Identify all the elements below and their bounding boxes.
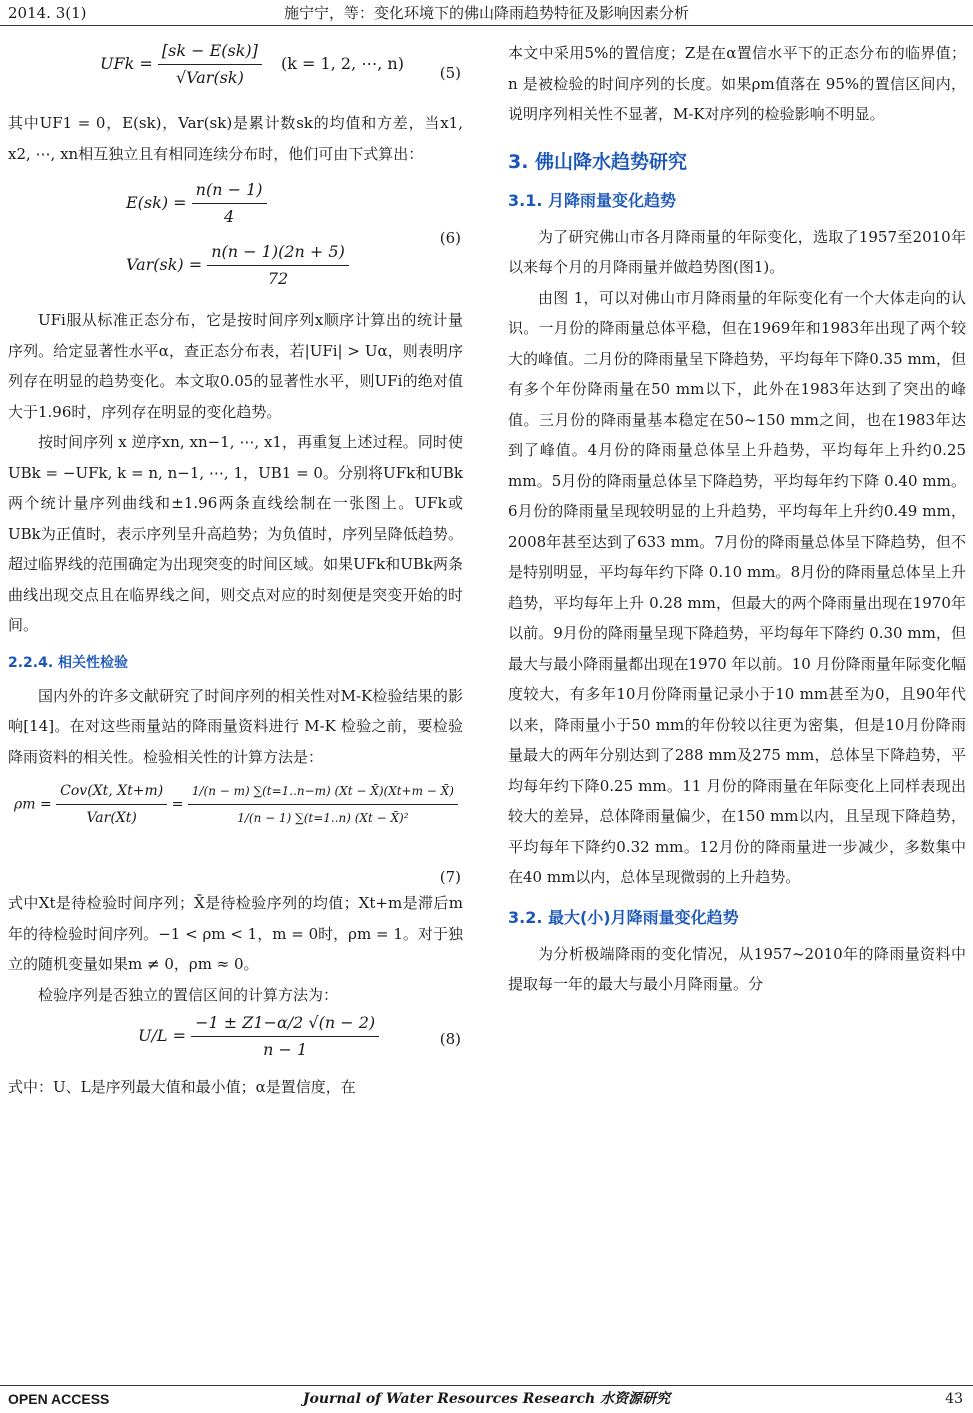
- eq6-b-fraction: [207, 239, 349, 292]
- paragraph-confidence-interval: 检验序列是否独立的置信区间的计算方法为：: [38, 985, 339, 1004]
- paragraph-monthly-intro: 为了研究佛山市各月降雨量的年际变化，选取了1957至2010年以来每个月的月降雨量并做趋势图(图1)。: [508, 227, 966, 276]
- page-header: [0, 0, 973, 26]
- paragraph-reverse-sequence: 按时间序列 x 逆序xn, xn−1, ⋯, x1，再重复上述过程。同时使UBk = −UFk, k = n, n−1, ⋯, 1，UB1 = 0。分别将UFk和UBk两个统计量序列曲线和±1.96两条直线绘制在一张图上。UFk或UBk为正值时，表示序列呈升高趋势；为负值时，序列呈降低趋势。超过临界线的范围确定为出现突变的时间区域。如果UFk和UBk两条曲线出现交点且在临界线之间，则交点对应的时刻便是突变开始的时间。: [8, 433, 463, 634]
- eq7-rhs-numerator: 1/(n − m) ∑(t=1..n−m) (Xt − X̄)(Xt+m − X̄): [188, 778, 458, 805]
- paragraph-eq8-definitions: 式中：U、L是序列最大值和最小值；α是置信度，在: [8, 1078, 356, 1096]
- equation-8: [8, 1010, 463, 1072]
- left-column: [8, 38, 463, 1103]
- paragraph-eq7-definitions: 式中Xt是待检验时间序列；X̄是待检验序列的均值；Xt+m是滞后m年的待检验时间序列。−1 < ρm < 1，m = 0时，ρm = 1。对于独立的随机变量如果m ≠ 0，ρm ≈ 0。: [8, 894, 463, 973]
- eq6-b-lhs: Var(sk) =: [126, 255, 203, 274]
- eq6-a-numerator: n(n − 1): [192, 177, 267, 204]
- eq5-fraction: [158, 38, 262, 91]
- page-number: 43: [945, 1391, 963, 1407]
- eq7-rhs-fraction: [188, 778, 458, 831]
- section-heading-3-1: 3.1. 月降雨量变化趋势: [508, 190, 676, 210]
- open-access-label: OPEN ACCESS: [8, 1391, 110, 1407]
- equation-6: [8, 177, 463, 305]
- eq6-number: (6): [439, 229, 461, 247]
- eq7-mid-numerator: Cov(Xt, Xt+m): [56, 778, 167, 805]
- eq7-mid-fraction: [56, 778, 167, 831]
- eq5-number: (5): [439, 64, 461, 82]
- paragraph-extreme-rainfall: 为分析极端降雨的变化情况，从1957~2010年的降雨量资料中提取每一年的最大与最小月降雨量。分: [508, 944, 966, 993]
- eq6-a-fraction: [192, 177, 267, 230]
- eq7-number: (7): [439, 868, 461, 886]
- eq6-b-denominator: 72: [267, 269, 289, 288]
- section-heading-2-2-4: 2.2.4. 相关性检验: [8, 654, 129, 671]
- right-column: [508, 38, 966, 1000]
- eq5-lhs: UFk =: [100, 54, 153, 73]
- running-title: 施宁宁，等：变化环境下的佛山降雨趋势特征及影响因素分析: [283, 4, 689, 22]
- journal-issue: 2014. 3(1): [8, 4, 87, 22]
- equation-5: [8, 38, 463, 108]
- eq8-fraction: [191, 1010, 379, 1063]
- eq8-number: (8): [439, 1030, 461, 1048]
- eq6-a-lhs: E(sk) =: [126, 193, 187, 212]
- eq8-lhs: U/L =: [138, 1026, 186, 1045]
- paragraph-ufi-distribution: UFi服从标准正态分布，它是按时间序列x顺序计算出的统计量序列。给定显著性水平α，查正态分布表，若|UFi| > Uα，则表明序列存在明显的趋势变化。本文取0.05的显著性水平，则UFi的绝对值大于1.96时，序列存在明显的变化趋势。: [8, 311, 463, 421]
- eq7-rhs-denominator: 1/(n − 1) ∑(t=1..n) (Xt − X̄)²: [237, 811, 409, 825]
- paragraph-monthly-trends: 由图 1，可以对佛山市月降雨量的年际变化有一个大体走向的认识。一月份的降雨量总体平稳，但在1969年和1983年出现了两个较大的峰值。二月份的降雨量呈下降趋势，平均每年下降0.35 mm，但有多个年份降雨量在50 mm以下，此外在1983年达到了突出的峰值。三月份的降雨量基本稳定在50~150 mm之间，也在1983年达到了峰值。4月份的降雨量总体呈上升趋势，平均每年上升约0.25 mm。5月份的降雨量总体呈下降趋势，平均每年约下降 0.40 mm。6月份的降雨量呈现较明显的上升趋势，平均每年上升约0.49 mm，2008年甚至达到了633 mm。7月份的降雨量总体呈下降趋势，但不是特别明显，平均每年约下降 0.10 mm。8月份的降雨量总体呈上升趋势，平均每年上升 0.28 mm，但最大的两个降雨量出现在1970年以前。9月份的降雨量呈现下降趋势，平均每年下降约 0.30 mm，但最大与最小降雨量都出现在1970 年以前。10 月份降雨量年际变化幅度较大，有多年10月份降雨量记录小于10 mm甚至为0，且90年代以来，降雨量小于50 mm的年份较以往更为密集，但是10月份降雨量最大的两年分别达到了288 mm及275 mm，总体呈下降趋势，平均每年约下降0.25 mm。11 月份的降雨量在年际变化上同样表现出较大的差异，总体降雨量偏少，在150 mm以内，且呈现下降趋势，平均每年下降约0.32 mm。12月份的降雨量进一步减少，多数集中在40 mm以内，总体呈现微弱的上升趋势。: [508, 288, 966, 886]
- eq8-numerator: −1 ± Z1−α/2 √(n − 2): [191, 1010, 379, 1037]
- footer-divider: [0, 1385, 973, 1386]
- eq5-condition: (k = 1, 2, ⋯, n): [281, 54, 404, 73]
- section-heading-3-2: 3.2. 最大(小)月降雨量变化趋势: [508, 907, 739, 927]
- journal-name: Journal of Water Resources Research 水资源研究: [302, 1391, 671, 1407]
- page-footer: [0, 1388, 973, 1413]
- paragraph-correlation-intro: 国内外的许多文献研究了时间序列的相关性对M-K检验结果的影响[14]。在对这些雨量站的降雨量资料进行 M-K 检验之前，要检验降雨资料的相关性。检验相关性的计算方法是：: [8, 686, 463, 766]
- eq6-a-denominator: 4: [223, 207, 235, 226]
- eq7-mid-denominator: Var(Xt): [86, 810, 137, 826]
- equation-7: ρm = $\frac{\text{Cov(Xt, Xt+m)}}{\text{Var(Xt)}}$ = $\frac{1/(n - m) \sum(t=1..n-m) (Xt - X̄)(Xt+m - X̄)}{\text{1/(n − 1) ∑(t=1..n) (Xt − X̄)²}}$ (7): [8, 778, 463, 888]
- section-heading-3: 3. 佛山降水趋势研究: [508, 150, 688, 173]
- eq6-b-numerator: n(n − 1)(2n + 5): [207, 239, 349, 266]
- eq7-lhs: ρm =: [14, 796, 52, 813]
- paragraph-confidence-level: 本文中采用5%的置信度；Z是在α置信水平下的正态分布的临界值；n 是被检验的时间序列的长度。如果ρm值落在 95%的置信区间内，说明序列相关性不显著，M-K对序列的检验影响不明显。: [508, 44, 966, 123]
- paragraph-mean-variance: 其中UF1 = 0，E(sk)，Var(sk)是累计数sk的均值和方差，当x1, x2, ⋯, xn相互独立且有相同连续分布时，他们可由下式算出：: [8, 114, 463, 163]
- eq8-denominator: n − 1: [263, 1040, 308, 1059]
- eq5-numerator: [sk − E(sk)]: [158, 38, 262, 65]
- eq5-denominator: √Var(sk): [175, 68, 244, 87]
- header-divider: [0, 25, 973, 26]
